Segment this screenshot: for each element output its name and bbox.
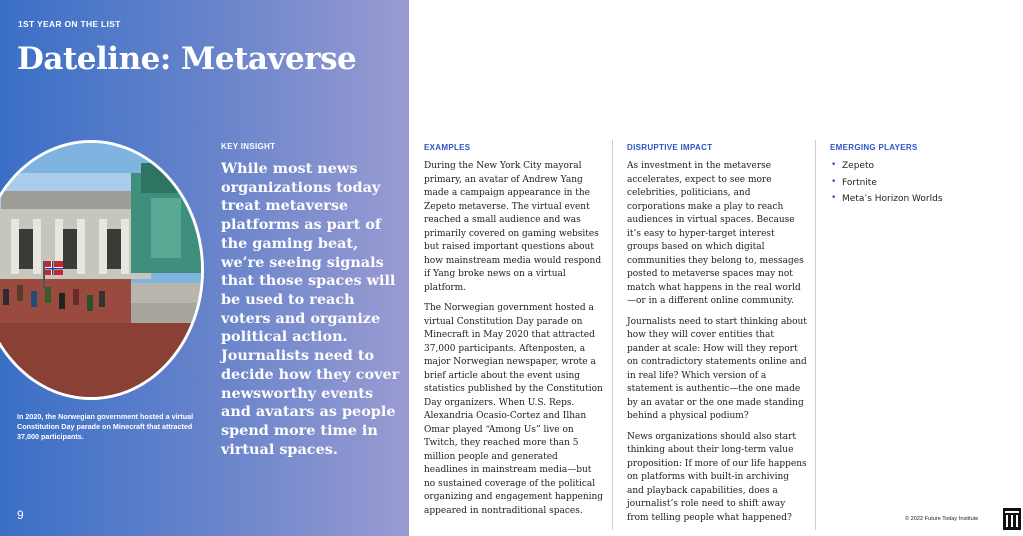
- disruptive-impact-heading: DISRUPTIVE IMPACT: [627, 143, 713, 152]
- emerging-players-column: [830, 142, 1000, 210]
- minecraft-parade-image: [0, 140, 204, 400]
- key-insight-label: KEY INSIGHT: [221, 142, 276, 151]
- fti-logo-icon: [1003, 508, 1021, 530]
- impact-paragraph: As investment in the metaverse accelerates, expect to see more celebrities, politicians, and corporations make a play to reach audiences in virtual spaces. Because it’s easy to hyper-target interest groups based on which digital communities they belong to, messages posted to metaverse spaces may not match what happens in the real world—or in a different online community.: [627, 161, 804, 306]
- player-name: Zepeto: [842, 161, 874, 171]
- page-title: Dateline: Metaverse: [17, 41, 357, 77]
- bullet-icon: •: [831, 176, 837, 187]
- list-item: [830, 160, 1000, 174]
- bullet-icon: •: [831, 160, 837, 170]
- impact-paragraph: News organizations should also start thinking about their long-term value proposition: If more of our life happens on platforms with built-in archiving and playback capabilities, does a journalist’s role need to shift away from telling people what happened?: [627, 431, 807, 523]
- examples-heading: EXAMPLES: [424, 143, 471, 152]
- examples-paragraph: The Norwegian government hosted a virtual Constitution Day parade on Minecraft in May 2020 that attracted 37,000 participants. Aftenposten, a major Norwegian newspaper, wrote a brief article about the event using statistics published by the Constitution Day organizers. When U.S. Reps. Alexandria Ocasio-Cortez and Ilhan Omar played “Among Us” live on Twitch, they reached more than 5 million people and generated headlines in mainstream media—but no sustained coverage of the political organizing and engagement happening appeared in nontraditional spaces.: [424, 303, 604, 516]
- column-divider: [815, 140, 816, 530]
- key-insight-text: While most news organizations today treat metaverse platforms as part of the gaming beat, we’re seeing signals that those spaces will be used to reach voters and organize political action. Journalists need to decide how they cover newsworthy events and avatars as people spend more time in virtual spaces.: [221, 160, 400, 458]
- eyebrow-label: 1ST YEAR ON THE LIST: [18, 19, 121, 29]
- player-name: Fortnite: [842, 177, 877, 188]
- disruptive-impact-column: [627, 142, 807, 532]
- impact-paragraph: Journalists need to start thinking about how they will cover entities that pander at scale: How will they report on contradictory statements online and in real life? Which version of a statement is authentic—the one made by an avatar or the one made standing behind a physical podium?: [627, 316, 807, 421]
- left-panel: [0, 0, 409, 536]
- examples-paragraph: During the New York City mayoral primary, an avatar of Andrew Yang made a campaign appearance in the Zepeto metaverse. The virtual event reached a small audience and was primarily covered on gaming websites but raised important questions about how mainstream media would respond if Yang broke news on a virtual platform.: [424, 161, 602, 293]
- bullet-icon: •: [831, 193, 837, 203]
- list-item: [830, 193, 1000, 207]
- copyright-text: © 2022 Future Today Institute: [905, 516, 979, 522]
- column-divider: [612, 140, 613, 530]
- image-caption: In 2020, the Norwegian government hosted a virtual Constitution Day parade on Minecraft that attracted 37,000 participants.: [17, 412, 194, 442]
- emerging-players-heading: EMERGING PLAYERS: [830, 143, 918, 152]
- examples-column: [424, 142, 604, 525]
- minecraft-scene-illustration: [0, 143, 201, 397]
- page-number: 9: [17, 508, 24, 522]
- player-name: Meta’s Horizon Worlds: [842, 194, 943, 204]
- list-item: [830, 177, 1000, 191]
- players-list: [830, 160, 1000, 207]
